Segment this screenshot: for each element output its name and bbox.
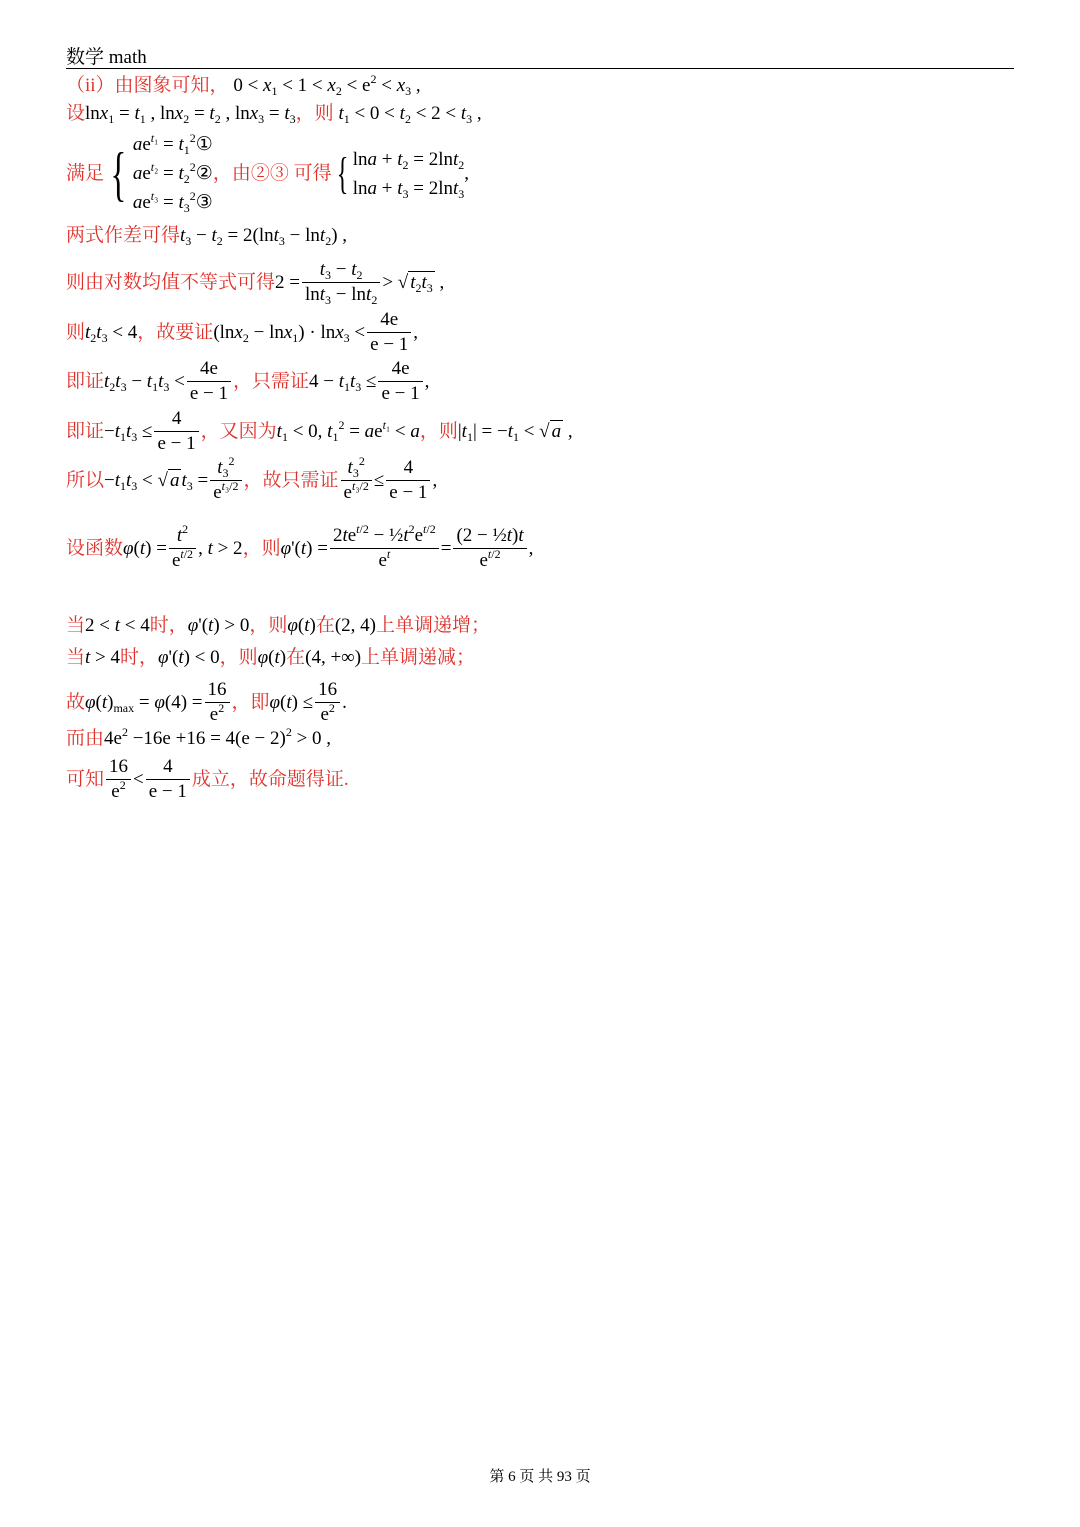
line-3: 满足 { $ae^{t_1}$ = $t_1^2①$ $ae^{t_2}$ = $t_2^2②$ $ae^{t_3}$ = $t_3^2③$，由②③ 可得 {$\ln a + t_2 = 2\ln t_2$ $\ln a + t_3 = 2\ln t_3$, (66, 131, 470, 215)
line-13: 故$\varphi(t)_{max} = \varphi(4)$ = $\frac{16}{e^2}$ ，即φ(t) ≤ $\frac{16}{e^2}$ . (66, 679, 347, 725)
line-2: 设$\ln x_1 = t_1$ , $\ln x_2 = t_2$ , $\ln x_3 = t_3$，则 $t_1 < 0 < t_2 < 2 < t_3$ , (66, 103, 482, 126)
line-14: 而由$4e^2 -16e +16 = 4(e - 2)^2 > 0$ , (66, 725, 332, 749)
line-4: 两式作差可得$t_3 - t_2 = 2(\ln t_3 - \ln t_2)$ , (66, 225, 348, 248)
line-10: 设函数φ(t) = $\frac{t^2}{e^{t/2}}$ , t > 2，则φ'(t) = $\frac{2te^{t/2} - \frac{1}{2}t^2e^{t/2}}{e^t}$ = $\frac{\text{(2 − ½t)t}}{e^{t/2}}$ , (66, 522, 534, 571)
page-footer: 第 6 页 共 93 页 (489, 1469, 591, 1485)
line-9: 所以$-t_1t_3$ < √ a $t_3$ = $\frac{t_3^2}{e^{t_3/2}}$ ，故只需证 $\frac{t_3^2}{e^{t_3/2}}$ ≤ $\frac{4}{e - 1}$ , (66, 454, 438, 503)
line-11: 当2 < t < 4时，φ'(t) > 0，则φ(t)在(2, 4)上单调递增； (66, 615, 491, 636)
line-12: 当t > 4时，φ'(t) < 0，则φ(t)在(4, +∞)上单调递减； (66, 647, 476, 668)
line-6: 则$t_2t_3 < 4$，故要证(lnx$_2$ − lnx$_1$) · lnx$_3$ < $\frac{4e}{e - 1}$ , (66, 309, 419, 355)
line-7: 即证$t_2t_3 - t_1t_3$ < $\frac{4e}{e - 1}$ ，只需证$4 - t_1t_3$ ≤ $\frac{4e}{e - 1}$ , (66, 358, 430, 404)
line-1: （ii）由图象可知， $0 < x_1 < 1 < x_2 < e^2 < x_3$ , (66, 72, 421, 98)
page-header (66, 40, 1014, 69)
line-15: 可知 $\frac{16}{e^2}$ < $\frac{4}{e - 1}$ 成立，故命题得证. (66, 756, 349, 802)
line-5: 则由对数均值不等式可得2 = $\frac{t_3 - t_2}{\ln t_3 - \ln t_2}$ > √ $t_2t_3$ , (66, 259, 445, 307)
line-8: 即证$-t_1t_3$ ≤ $\frac{4}{e - 1}$ ，又因为$t_1 < 0$, $t_1^2 = ae^{t_1} < a$，则$|t_1| = -t_1$ < √ a , (66, 408, 573, 454)
header-title: 数学 math (66, 47, 147, 68)
